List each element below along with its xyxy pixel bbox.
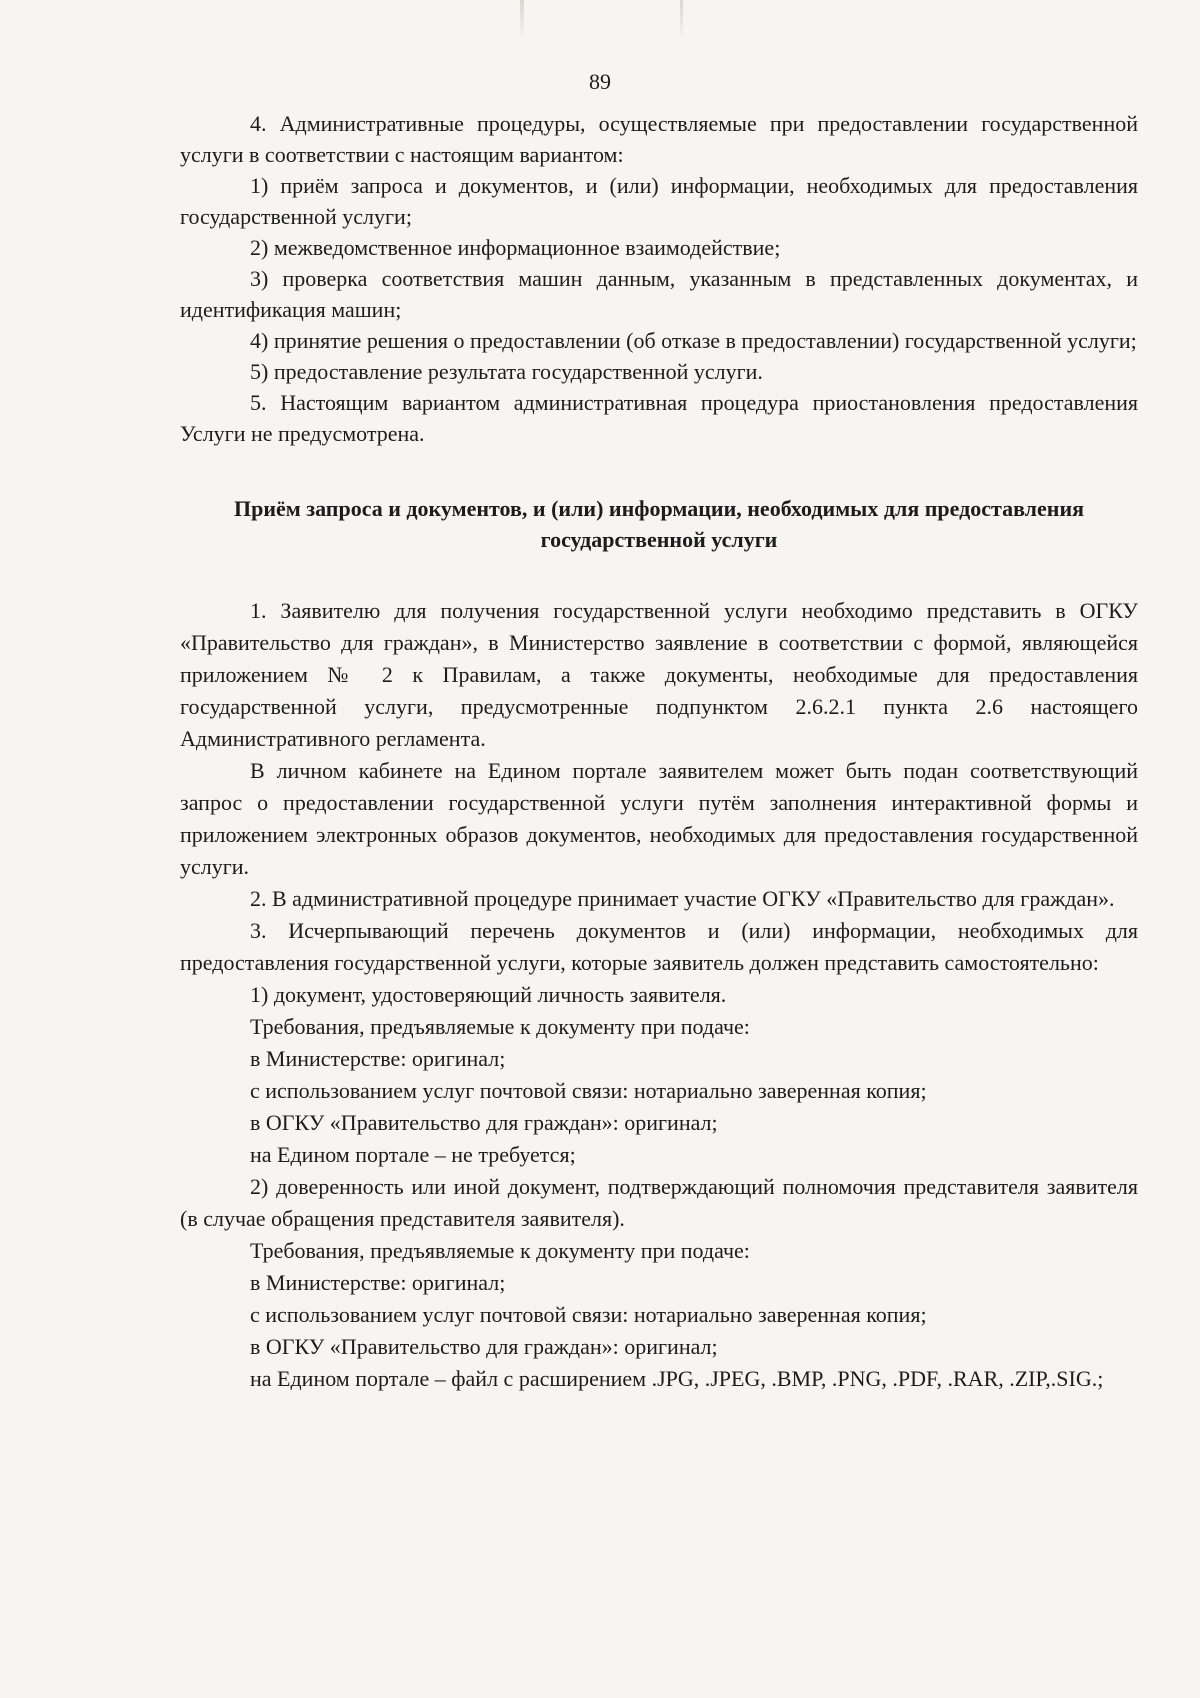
- paragraph: 4. Административные процедуры, осуществляемые при предоставлении государственной услуги в соответствии с настоящим вариантом:: [180, 111, 1138, 167]
- scan-artifact: [520, 0, 524, 40]
- list-item: 5) предоставление результата государственной услуги.: [250, 359, 763, 384]
- list-item: 2) межведомственное информационное взаимодействие;: [250, 235, 781, 260]
- list-item: на Едином портале – не требуется;: [250, 1142, 576, 1167]
- procedures-list: [180, 108, 1138, 449]
- list-item: с использованием услуг почтовой связи: нотариально заверенная копия;: [250, 1302, 927, 1327]
- list-item: Требования, предъявляемые к документу при подаче:: [250, 1014, 750, 1039]
- list-item: в ОГКУ «Правительство для граждан»: оригинал;: [250, 1334, 718, 1359]
- list-item: в ОГКУ «Правительство для граждан»: оригинал;: [250, 1110, 718, 1135]
- paragraph: 3. Исчерпывающий перечень документов и (или) информации, необходимых для предоставления государственной услуги, которые заявитель должен представить самостоятельно:: [180, 918, 1138, 975]
- list-item: на Едином портале – файл с расширением .JPG, .JPEG, .BMP, .PNG, .PDF, .RAR, .ZIP,.SIG.;: [250, 1366, 1104, 1391]
- paragraph: 1. Заявителю для получения государственной услуги необходимо представить в ОГКУ «Правительство для граждан», в Министерство заявление в соответствии с формой, являющейся приложением № 2 к Правилам, а также документы, необходимые для предоставления государственной услуги, предусмотренные подпунктом 2.6.2.1 пункта 2.6 настоящего Административного регламента.: [180, 598, 1138, 751]
- page-number: 89: [589, 69, 611, 94]
- document-body: [180, 108, 1138, 1395]
- section-body: [180, 595, 1138, 1395]
- section-heading: Приём запроса и документов, и (или) информации, необходимых для предоставления государственной услуги: [233, 496, 1085, 552]
- list-item: 1) документ, удостоверяющий личность заявителя.: [250, 982, 727, 1007]
- paragraph: 2. В административной процедуре принимает участие ОГКУ «Правительство для граждан».: [250, 886, 1115, 911]
- list-item: в Министерстве: оригинал;: [250, 1270, 506, 1295]
- list-item: 2) доверенность или иной документ, подтверждающий полномочия представителя заявителя (в случае обращения представителя заявителя).: [180, 1174, 1138, 1231]
- list-item: Требования, предъявляемые к документу при подаче:: [250, 1238, 750, 1263]
- list-item: с использованием услуг почтовой связи: нотариально заверенная копия;: [250, 1078, 927, 1103]
- list-item: 1) приём запроса и документов, и (или) информации, необходимых для предоставления государственной услуги;: [180, 173, 1138, 229]
- list-item: 4) принятие решения о предоставлении (об отказе в предоставлении) государственной услуги;: [250, 328, 1137, 353]
- scan-artifact: [680, 0, 683, 40]
- list-item: 3) проверка соответствия машин данным, указанным в представленных документах, и идентификация машин;: [180, 266, 1138, 322]
- paragraph: В личном кабинете на Едином портале заявителем может быть подан соответствующий запрос о предоставлении государственной услуги путём заполнения интерактивной формы и приложением электронных образов документов, необходимых для предоставления государственной услуги.: [180, 758, 1138, 879]
- list-item: в Министерстве: оригинал;: [250, 1046, 506, 1071]
- paragraph: 5. Настоящим вариантом административная процедура приостановления предоставления Услуги не предусмотрена.: [180, 390, 1138, 446]
